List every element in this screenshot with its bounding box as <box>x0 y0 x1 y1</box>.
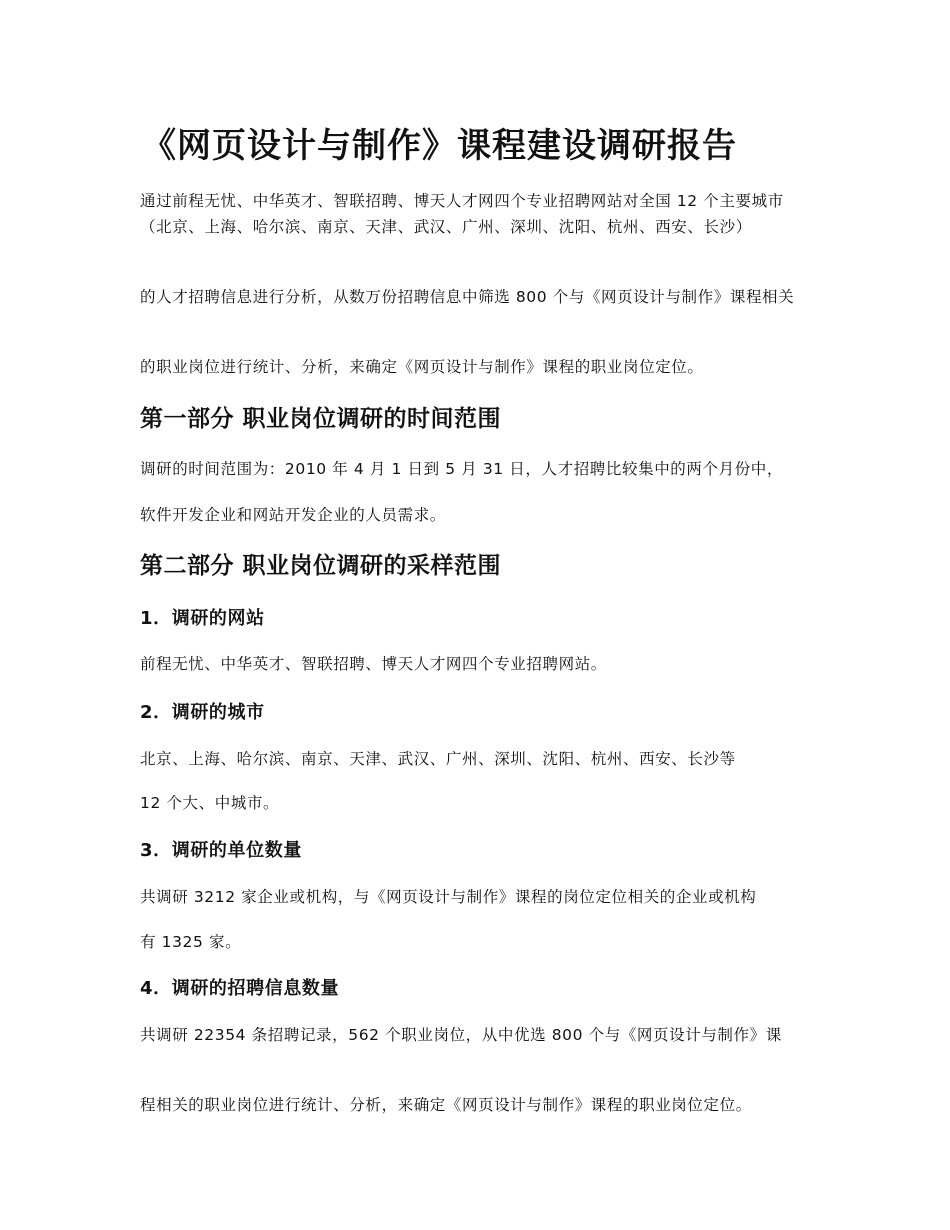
section-2-paragraph-1: 北京、上海、哈尔滨、南京、天津、武汉、广州、深圳、沈阳、杭州、西安、长沙等 <box>140 750 736 768</box>
section-2-paragraph-2: 12 个大、中城市。 <box>140 794 280 812</box>
intro-paragraph-1: 通过前程无忧、中华英才、智联招聘、博天人才网四个专业招聘网站对全国 12 个主要城市（北京、上海、哈尔滨、南京、天津、武汉、广州、深圳、沈阳、杭州、西安、长沙） <box>140 192 784 236</box>
section-4-paragraph-2: 程相关的职业岗位进行统计、分析，来确定《网页设计与制作》课程的职业岗位定位。 <box>140 1096 752 1114</box>
part2-heading: 第二部分 职业岗位调研的采样范围 <box>140 553 502 579</box>
section-4-paragraph-1: 共调研 22354 条招聘记录，562 个职业岗位，从中优选 800 个与《网页设计与制作》课 <box>140 1026 782 1044</box>
section-1-paragraph: 前程无忧、中华英才、智联招聘、博天人才网四个专业招聘网站。 <box>140 655 607 673</box>
section-1-heading: 1．调研的网站 <box>140 608 265 629</box>
part1-heading: 第一部分 职业岗位调研的时间范围 <box>140 406 502 432</box>
intro-paragraph-2: 的人才招聘信息进行分析，从数万份招聘信息中筛选 800 个与《网页设计与制作》课程相关 <box>140 288 795 306</box>
document-title: 《网页设计与制作》课程建设调研报告 <box>142 126 737 166</box>
part1-paragraph-1: 调研的时间范围为：2010 年 4 月 1 日到 5 月 31 日，人才招聘比较集中的两个月份中， <box>140 460 783 478</box>
section-3-paragraph-2: 有 1325 家。 <box>140 933 242 951</box>
section-3-heading: 3．调研的单位数量 <box>140 840 302 861</box>
section-4-heading: 4．调研的招聘信息数量 <box>140 978 340 999</box>
part1-paragraph-2: 软件开发企业和网站开发企业的人员需求。 <box>140 506 446 524</box>
section-3-paragraph-1: 共调研 3212 家企业或机构，与《网页设计与制作》课程的岗位定位相关的企业或机构 <box>140 888 757 906</box>
intro-paragraph-3: 的职业岗位进行统计、分析，来确定《网页设计与制作》课程的职业岗位定位。 <box>140 358 704 376</box>
section-2-heading: 2．调研的城市 <box>140 702 265 723</box>
